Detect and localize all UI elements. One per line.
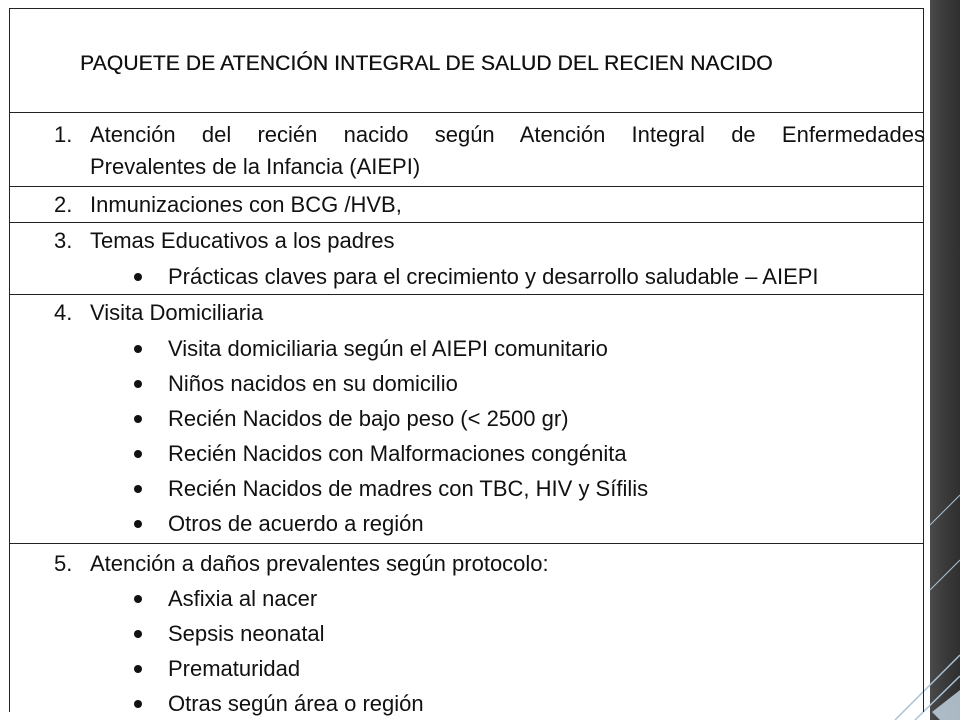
- bullet-text: Recién Nacidos de bajo peso (< 2500 gr): [168, 406, 569, 431]
- item-number: 2.: [54, 192, 73, 217]
- table-title: PAQUETE DE ATENCIÓN INTEGRAL DE SALUD DEL RECIEN NACIDO: [80, 51, 773, 75]
- bullet-text: Prácticas claves para el crecimiento y desarrollo saludable – AIEPI: [168, 264, 819, 289]
- item-text-line-2: Prevalentes de la Infancia (AIEPI): [90, 154, 421, 179]
- bullet-text: Niños nacidos en su domicilio: [168, 371, 458, 396]
- health-package-table: [9, 8, 925, 716]
- bullet-text: Recién Nacidos de madres con TBC, HIV y Sífilis: [168, 476, 649, 501]
- item-number: 4.: [54, 300, 73, 325]
- table-row: [10, 223, 923, 295]
- item-text: Visita Domiciliaria: [90, 300, 264, 325]
- item-text: Inmunizaciones con BCG /HVB,: [90, 192, 402, 217]
- bullet-text: Sepsis neonatal: [168, 621, 325, 646]
- bullet-dot-icon: [134, 630, 142, 638]
- bullet-dot-icon: [134, 485, 142, 493]
- bullet-dot-icon: [134, 665, 142, 673]
- bullet-dot-icon: [134, 520, 142, 528]
- bullet-dot-icon: [134, 345, 142, 353]
- item-text: Temas Educativos a los padres: [90, 228, 395, 253]
- item-number: 1.: [54, 122, 73, 147]
- table-header-row: [10, 9, 923, 113]
- bullet-dot-icon: [134, 700, 142, 708]
- item-text-line-1: Atención del recién nacido según Atención Integral de Enfermedades: [90, 122, 925, 147]
- item-text: Atención a daños prevalentes según protocolo:: [90, 551, 549, 576]
- bullet-text: Otros de acuerdo a región: [168, 511, 424, 536]
- bullet-dot-icon: [134, 595, 142, 603]
- table-row: [10, 295, 923, 544]
- bullet-text: Prematuridad: [168, 656, 301, 681]
- item-number: 3.: [54, 228, 73, 253]
- bullet-text: Visita domiciliaria según el AIEPI comunitario: [168, 336, 608, 361]
- bullet-dot-icon: [134, 450, 142, 458]
- table-row: [10, 187, 923, 223]
- bullet-text: Otras según área o región: [168, 691, 424, 716]
- table-row: [10, 113, 923, 187]
- decorative-side-strip: [930, 0, 960, 720]
- bullet-text: Asfixia al nacer: [168, 586, 318, 611]
- item-number: 5.: [54, 551, 73, 576]
- bullet-text: Recién Nacidos con Malformaciones congénita: [168, 441, 627, 466]
- bullet-dot-icon: [134, 380, 142, 388]
- table-row: [10, 544, 923, 716]
- bullet-dot-icon: [134, 415, 142, 423]
- bullet-dot-icon: [134, 273, 142, 281]
